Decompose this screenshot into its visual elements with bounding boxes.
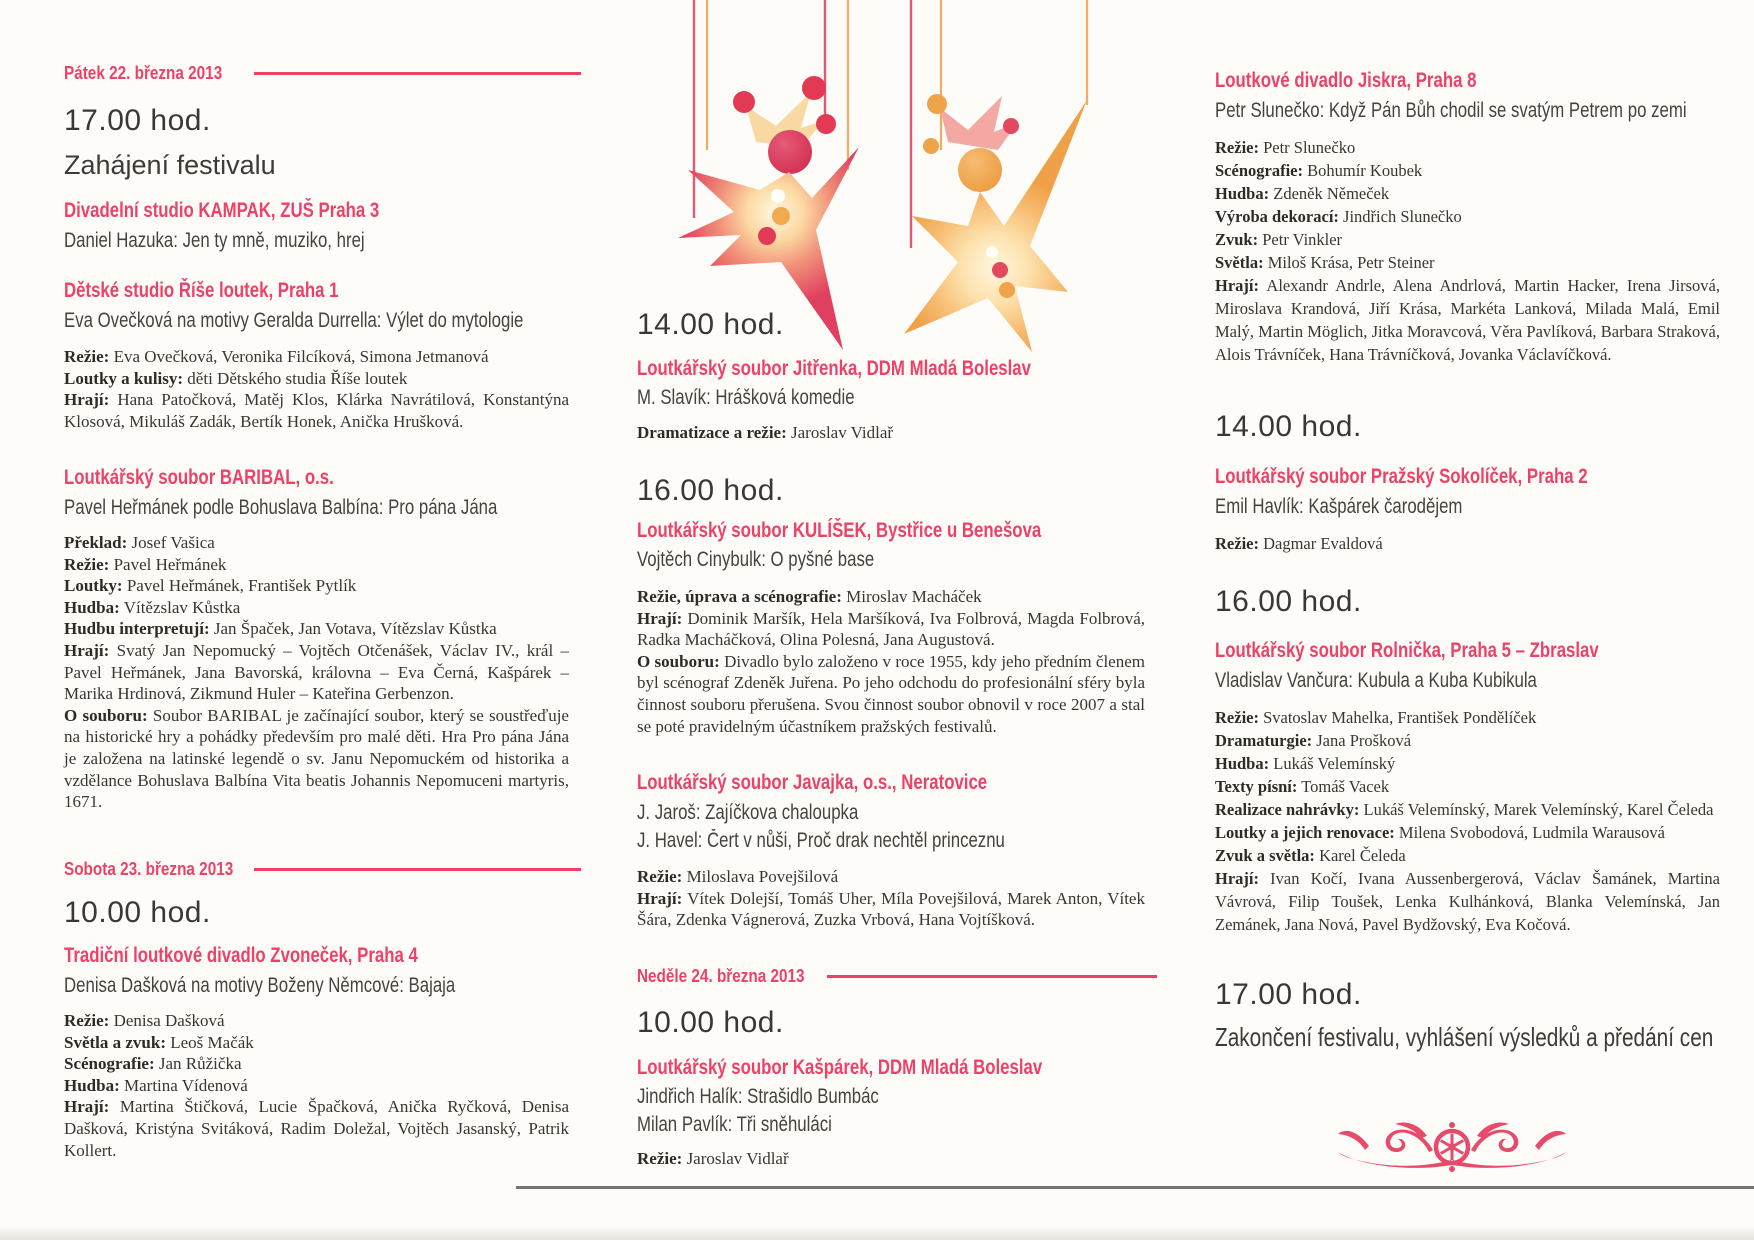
play-title: Denisa Dašková na motivy Boženy Němcové: Bajaja bbox=[64, 974, 456, 997]
ornament-flourish-icon bbox=[1335, 1116, 1570, 1178]
scan-edge-line bbox=[516, 1186, 1754, 1189]
credit-line: Hrají: Ivan Kočí, Ivana Aussenbergerová, Václav Šamánek, Martina Vávrová, Filip Toušek, Lenka Kulhánková, Blanka Velemínská, Jan Zemánek, Jana Nová, Pavel Bydžovský, Eva Kočová. bbox=[1215, 869, 1720, 934]
date-text: Pátek 22. března 2013 bbox=[64, 63, 223, 83]
play-title: Jindřich Halík: Strašidlo Bumbác bbox=[637, 1085, 879, 1108]
credit-line: O souboru: Divadlo bylo založeno v roce 1955, kdy jeho předním členem byl scénograf Zdeněk Juřena. Po jeho odchodu do profesionální sféry byla činnost souboru přerušena. Svou činnost soubor obnovil v roce 2007 a stal se poté pravidelným účastníkem pražských festivalů. bbox=[637, 651, 1146, 736]
credit-line: Režie: Denisa Dašková bbox=[64, 1011, 225, 1030]
time-heading: 17.00 hod. bbox=[64, 104, 211, 137]
credit-line: Loutky a kulisy: děti Dětského studia Říše loutek bbox=[64, 368, 408, 388]
credits-block bbox=[64, 1010, 569, 1161]
credit-line: Hudbu interpretují: Jan Špaček, Jan Votava, Vítězslav Kůstka bbox=[64, 619, 497, 639]
credit-line: Hrají: Vítek Dolejší, Tomáš Uher, Míla Povejšilová, Marek Anton, Vítek Šára, Zdenka Vágnerová, Zuzka Vrbová, Hana Vojtíšková. bbox=[637, 888, 1145, 930]
credit-line: Překlad: Josef Vašica bbox=[64, 533, 215, 552]
credit-line: Režie: Eva Ovečková, Veronika Filcíková, Simona Jetmanová bbox=[64, 347, 489, 366]
credits-block bbox=[637, 586, 1145, 737]
date-rule bbox=[254, 72, 581, 75]
company-name: Loutkářský soubor Javajka, o.s., Neratovice bbox=[637, 771, 988, 794]
time-heading: 10.00 hod. bbox=[637, 1006, 784, 1039]
time-heading: 10.00 hod. bbox=[64, 896, 211, 929]
play-title: Daniel Hazuka: Jen ty mně, muziko, hrej bbox=[64, 229, 365, 252]
credit-line: Výroba dekorací: Jindřich Slunečko bbox=[1215, 207, 1462, 226]
opening-title: Zahájení festivalu bbox=[64, 150, 276, 180]
credits-block bbox=[637, 866, 1145, 931]
credit-line: Režie: Pavel Heřmánek bbox=[64, 554, 227, 574]
credits-block bbox=[64, 532, 569, 813]
credits-block bbox=[1215, 136, 1720, 366]
play-title: Vojtěch Cinybulk: O pyšné base bbox=[637, 548, 875, 571]
credit-line: O souboru: Soubor BARIBAL je začínající soubor, který se soustřeďuje na historické hry a pohádky především pro malé děti. Hra Pro pána Jána je založena na latinské legendě o sv. Janu Nepomuckém od historika a vzdělance Bohuslava Balbína Vita beatis Johannis Nepomuceni martyris, 1671. bbox=[64, 705, 569, 812]
company-name: Dětské studio Říše loutek, Praha 1 bbox=[64, 279, 339, 302]
time-heading: 16.00 hod. bbox=[637, 474, 784, 507]
credit-line: Hrají: Alexandr Andrle, Alena Andrlová, Martin Hacker, Irena Jirsová, Miroslava Krandová, Jiří Krása, Markéta Lanková, Milada Malá, Emil Malý, Martin Möglich, Jitka Moravcová, Věra Pavlíková, Barbara Straková, Alois Trávníček, Hana Trávníčková, Jovanka Václavíčková. bbox=[1215, 276, 1721, 364]
credit-line: Hudba: Martina Vídenová bbox=[64, 1075, 248, 1095]
closing-title: Zakončení festivalu, vyhlášení výsledků a předání cen bbox=[1215, 1022, 1714, 1052]
play-title: M. Slavík: Hrášková komedie bbox=[637, 386, 855, 409]
credit-line: Scénografie: Bohumír Koubek bbox=[1215, 161, 1423, 180]
company-name: Divadelní studio KAMPAK, ZUŠ Praha 3 bbox=[64, 199, 380, 222]
time-heading: 16.00 hod. bbox=[1215, 585, 1362, 618]
date-header-friday bbox=[64, 62, 569, 86]
credit-line: Realizace nahrávky: Lukáš Velemínský, Marek Velemínský, Karel Čeleda bbox=[1215, 800, 1714, 819]
credits-block bbox=[637, 1148, 1145, 1170]
time-heading: 14.00 hod. bbox=[637, 308, 784, 341]
credit-line: Zvuk: Petr Vinkler bbox=[1215, 230, 1343, 249]
time-heading: 17.00 hod. bbox=[1215, 978, 1362, 1011]
credit-line: Dramatizace a režie: Jaroslav Vidlař bbox=[637, 423, 894, 442]
company-name: Loutkářský soubor Pražský Sokolíček, Praha 2 bbox=[1215, 465, 1588, 488]
credit-line: Texty písní: Tomáš Vacek bbox=[1215, 777, 1390, 796]
company-name: Tradiční loutkové divadlo Zvoneček, Praha 4 bbox=[64, 944, 418, 967]
credit-line: Světla a zvuk: Leoš Mačák bbox=[64, 1032, 254, 1052]
credit-line: Hudba: Zdeněk Němeček bbox=[1215, 184, 1390, 203]
credit-line: Hrají: Svatý Jan Nepomucký – Vojtěch Otčenášek, Václav IV., král – Pavel Heřmánek, Jana Bavorská, královna – Eva Černá, Kašpárek – Marika Hrdinová, Zikmund Huler – Kateřina Gerbenzon. bbox=[64, 640, 570, 704]
credit-line: Loutky: Pavel Heřmánek, František Pytlík bbox=[64, 576, 357, 596]
credit-line: Hrají: Hana Patočková, Matěj Klos, Klárka Navrátilová, Konstantýna Klosová, Mikuláš Zadák, Bertík Honek, Anička Hrušková. bbox=[64, 390, 569, 431]
play-title: J. Jaroš: Zajíčkova chaloupka bbox=[637, 801, 859, 824]
company-name: Loutkářský soubor Kašpárek, DDM Mladá Boleslav bbox=[637, 1056, 1043, 1079]
credit-line: Zvuk a světla: Karel Čeleda bbox=[1215, 846, 1406, 865]
credit-line: Režie: Svatoslav Mahelka, František Pondělíček bbox=[1215, 708, 1537, 727]
credit-line: Hudba: Vítězslav Kůstka bbox=[64, 597, 241, 617]
credits-block bbox=[1215, 532, 1720, 555]
credit-line: Dramaturgie: Jana Prošková bbox=[1215, 731, 1412, 750]
company-name: Loutkové divadlo Jiskra, Praha 8 bbox=[1215, 69, 1477, 92]
date-text: Sobota 23. března 2013 bbox=[64, 859, 234, 879]
date-rule bbox=[827, 975, 1157, 978]
play-title: Milan Pavlík: Tři sněhuláci bbox=[637, 1113, 832, 1136]
credit-line: Loutky a jejich renovace: Milena Svobodová, Ludmila Warausová bbox=[1215, 823, 1665, 842]
credits-block bbox=[1215, 706, 1720, 936]
credits-block bbox=[637, 422, 1145, 444]
play-title: Eva Ovečková na motivy Geralda Durrella: Výlet do mytologie bbox=[64, 309, 524, 332]
date-text: Neděle 24. března 2013 bbox=[637, 966, 805, 986]
play-title: J. Havel: Čert v nůši, Proč drak nechtěl princeznu bbox=[637, 829, 1005, 852]
date-rule bbox=[254, 868, 581, 871]
play-title: Petr Slunečko: Když Pán Bůh chodil se svatým Petrem po zemi bbox=[1215, 99, 1687, 122]
time-heading: 14.00 hod. bbox=[1215, 410, 1362, 443]
credit-line: Scénografie: Jan Růžička bbox=[64, 1054, 242, 1074]
credits-block bbox=[64, 346, 569, 432]
credit-line: Režie: Dagmar Evaldová bbox=[1215, 534, 1383, 553]
column-middle bbox=[637, 0, 1145, 1240]
column-right bbox=[1215, 0, 1720, 1240]
credit-line: Režie: Petr Slunečko bbox=[1215, 138, 1356, 157]
credit-line: Hrají: Dominik Maršík, Hela Maršíková, Iva Folbrová, Magda Folbrová, Radka Macháčková, Olina Polesná, Jana Augustová. bbox=[637, 608, 1145, 650]
date-header-sunday bbox=[637, 965, 1145, 989]
play-title: Emil Havlík: Kašpárek čarodějem bbox=[1215, 495, 1463, 518]
company-name: Loutkářský soubor BARIBAL, o.s. bbox=[64, 466, 334, 489]
credit-line: Režie, úprava a scénografie: Miroslav Macháček bbox=[637, 587, 982, 606]
company-name: Loutkářský soubor KULÍŠEK, Bystřice u Benešova bbox=[637, 519, 1042, 542]
credit-line: Režie: Miloslava Povejšilová bbox=[637, 867, 839, 886]
company-name: Loutkářský soubor Jitřenka, DDM Mladá Boleslav bbox=[637, 357, 1031, 380]
credit-line: Režie: Jaroslav Vidlař bbox=[637, 1149, 789, 1168]
company-name: Loutkářský soubor Rolnička, Praha 5 – Zbraslav bbox=[1215, 639, 1599, 662]
date-header-saturday bbox=[64, 858, 569, 882]
credit-line: Hrají: Martina Štičková, Lucie Špačková, Anička Ryčková, Denisa Dašková, Kristýna Svitáková, Radim Doležal, Vojtěch Jasanský, Patrik Kollert. bbox=[64, 1097, 569, 1160]
scan-bottom-shadow bbox=[0, 1226, 1754, 1240]
play-title: Pavel Heřmánek podle Bohuslava Balbína: Pro pána Jána bbox=[64, 496, 498, 519]
play-title: Vladislav Vančura: Kubula a Kuba Kubikula bbox=[1215, 669, 1537, 692]
credit-line: Světla: Miloš Krása, Petr Steiner bbox=[1215, 253, 1435, 272]
column-friday bbox=[64, 0, 569, 1240]
credit-line: Hudba: Lukáš Velemínský bbox=[1215, 754, 1396, 773]
